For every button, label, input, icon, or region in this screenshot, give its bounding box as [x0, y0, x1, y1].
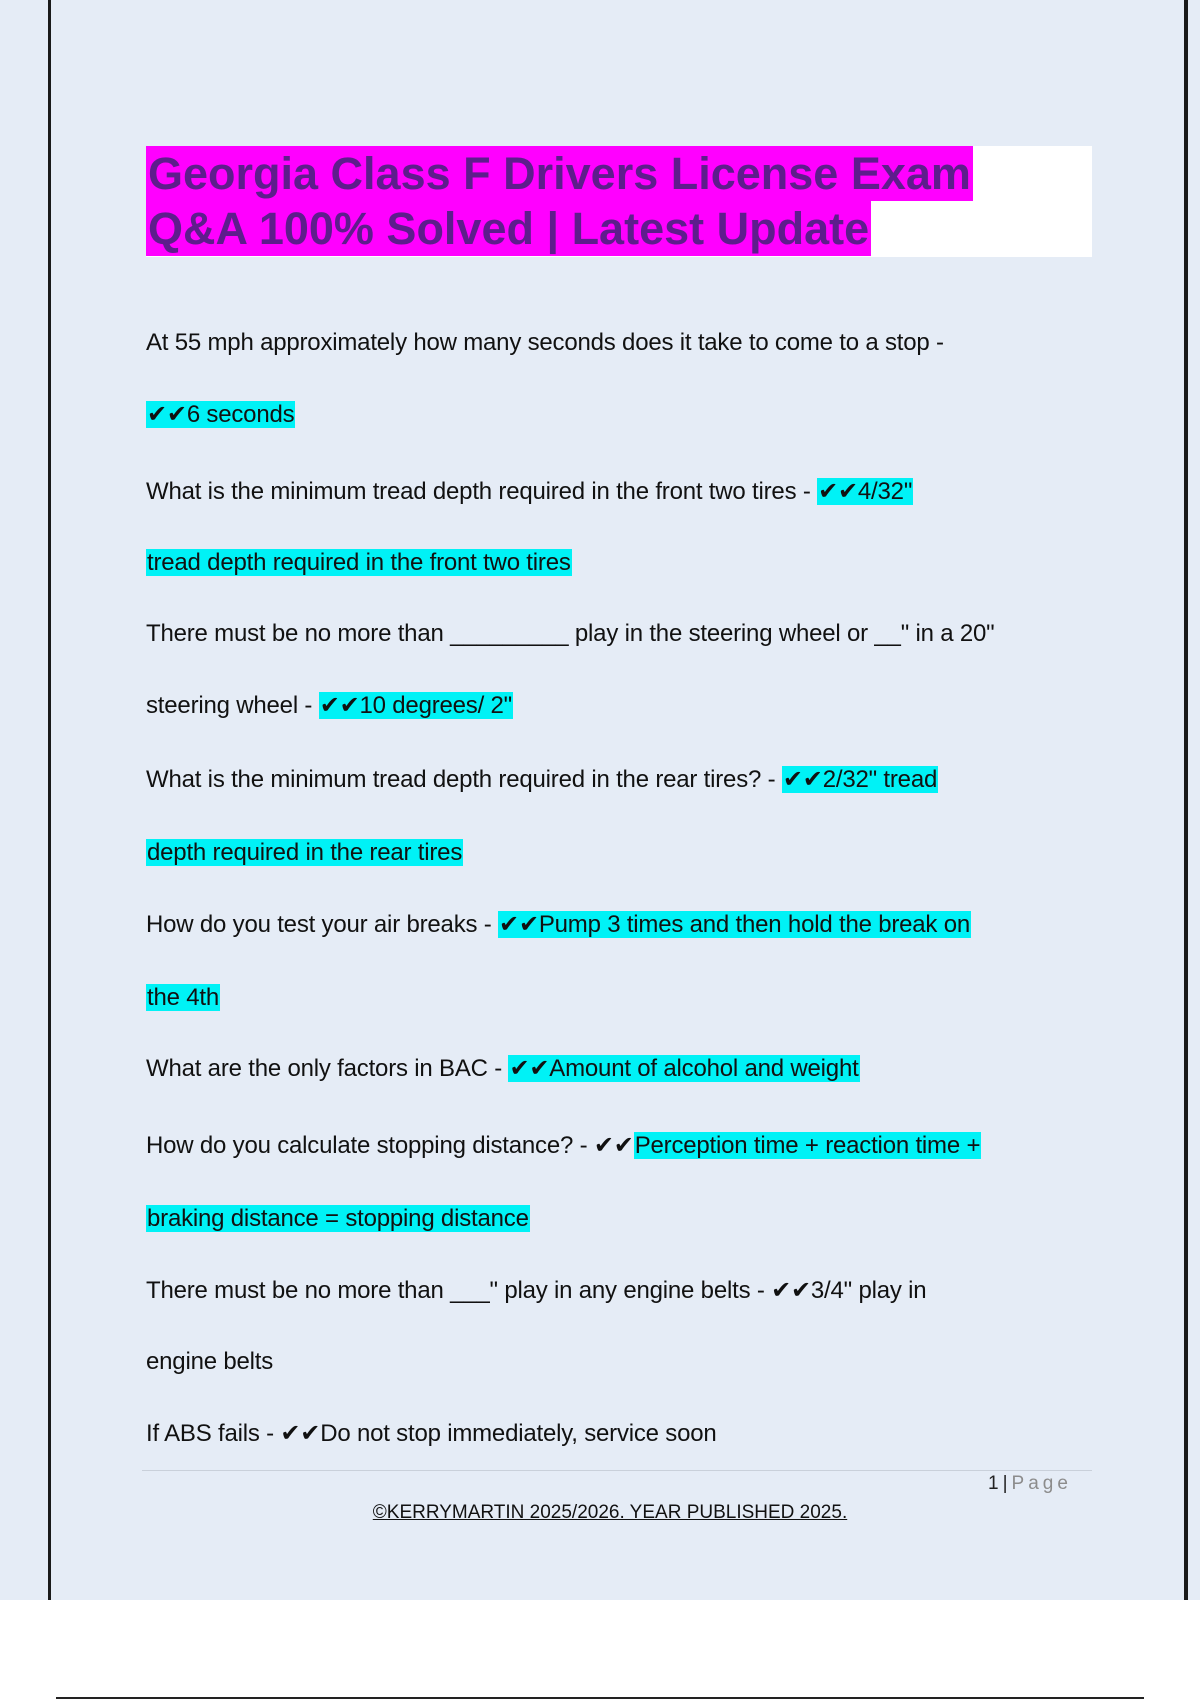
answer-4-cont: [146, 834, 463, 872]
answer-text: the 4th: [147, 984, 219, 1011]
page-border-left: [48, 0, 51, 1600]
question-8-cont: [146, 1343, 273, 1381]
question-3: [146, 615, 994, 653]
answer-text: ✔✔2/32" tread: [782, 766, 938, 793]
question-text: How do you calculate stopping distance? - ✔✔: [146, 1132, 634, 1159]
question-text: What are the only factors in BAC -: [146, 1055, 509, 1082]
question-text: What is the minimum tread depth required in the front two tires -: [146, 478, 818, 505]
document-title-line-1: Georgia Class F Drivers License Exam: [148, 148, 971, 199]
answer-2-cont: [146, 544, 572, 582]
question-text: How do you test your air breaks -: [146, 911, 499, 938]
question-1: [146, 324, 944, 362]
copyright-footer: ©KERRYMARTIN 2025/2026. YEAR PUBLISHED 2025.: [372, 1502, 848, 1523]
question-8: [146, 1272, 926, 1310]
bottom-divider: [56, 1697, 1144, 1699]
question-4: [146, 761, 938, 799]
question-3-cont: [146, 687, 513, 725]
footer-divider: [142, 1470, 1092, 1471]
answer-text: braking distance = stopping distance: [147, 1205, 529, 1232]
page-number: [988, 1473, 1072, 1495]
answer-text: ✔✔Amount of alcohol and weight: [509, 1055, 859, 1082]
question-text: engine belts: [146, 1348, 274, 1375]
answer-text: Perception time + reaction time +: [634, 1132, 981, 1159]
page-border-right: [1184, 0, 1188, 1600]
question-7: [146, 1127, 981, 1165]
question-text: steering wheel -: [146, 692, 319, 719]
document-title-line-2: Q&A 100% Solved | Latest Update: [148, 203, 870, 254]
answer-7-cont: [146, 1200, 530, 1238]
page-word: Page: [1011, 1473, 1072, 1494]
answer-text: tread depth required in the front two tires: [147, 549, 571, 576]
answer-text: ✔✔6 seconds: [147, 401, 295, 428]
question-5: [146, 906, 971, 944]
question-2: [146, 473, 913, 511]
answer-text: ✔✔4/32": [818, 478, 913, 505]
question-text: If ABS fails - ✔✔Do not stop immediately, service soon: [146, 1420, 717, 1447]
question-text: At 55 mph approximately how many seconds does it take to come to a stop -: [146, 329, 944, 356]
question-text: There must be no more than ___" play in any engine belts - ✔✔3/4" play in: [146, 1277, 927, 1304]
answer-text: ✔✔10 degrees/ 2": [319, 692, 513, 719]
question-6: [146, 1050, 860, 1088]
answer-1: [146, 396, 295, 434]
page-number-separator: |: [1002, 1473, 1008, 1494]
answer-5-cont: [146, 979, 220, 1017]
question-text: What is the minimum tread depth required in the rear tires? -: [146, 766, 782, 793]
answer-text: depth required in the rear tires: [147, 839, 463, 866]
question-9: [146, 1415, 717, 1453]
answer-text: ✔✔Pump 3 times and then hold the break on: [499, 911, 970, 938]
page-number-value: 1: [988, 1473, 999, 1494]
question-text: There must be no more than _________ play in the steering wheel or __" in a 20": [146, 620, 995, 647]
